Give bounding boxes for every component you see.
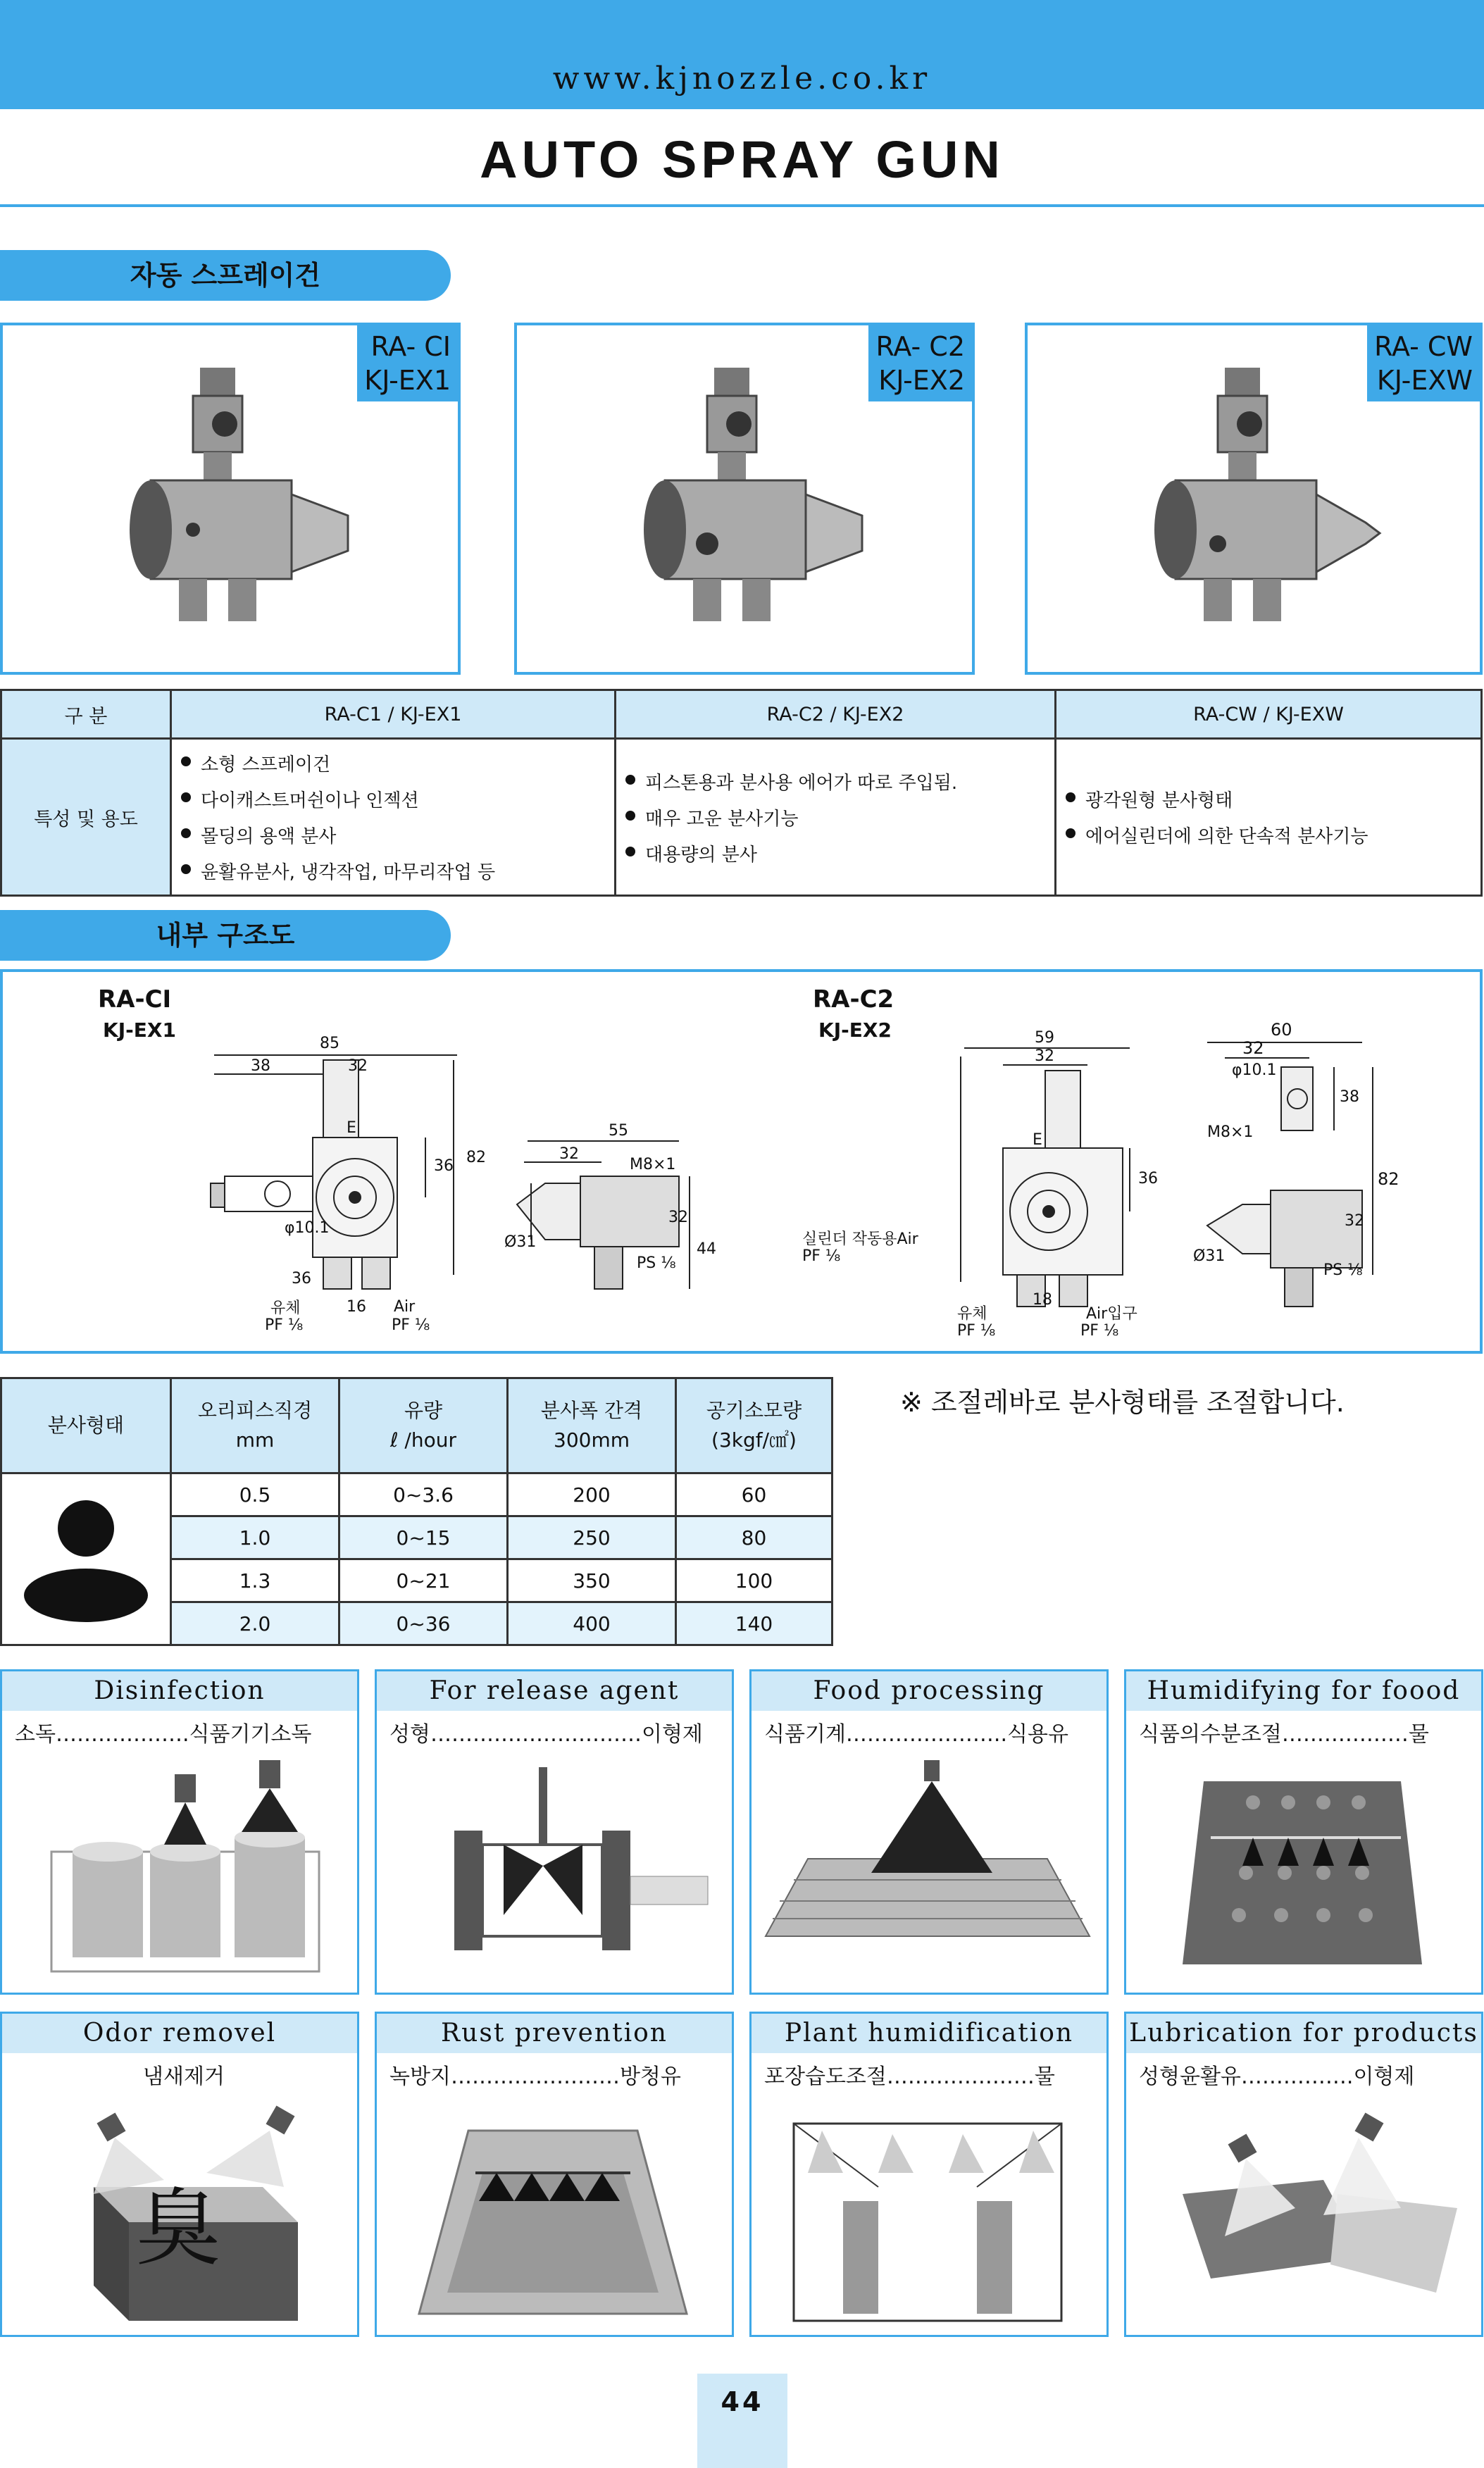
app-title: Humidifying for foood	[1126, 1671, 1481, 1711]
svg-text:44: 44	[697, 1240, 716, 1258]
svg-text:M8×1: M8×1	[630, 1156, 676, 1173]
svg-text:Air: Air	[394, 1298, 416, 1316]
model-code: RA- C2	[875, 331, 965, 362]
product-box-ra-c2	[514, 323, 975, 675]
mold-illustration	[377, 1753, 732, 1993]
spray-gun-image	[623, 354, 876, 649]
plant-illustration	[752, 2095, 1106, 2335]
svg-text:Ø31: Ø31	[1193, 1247, 1226, 1265]
app-card-lubrication	[1124, 2012, 1483, 2337]
spec-row-label: 특성 및 용도	[1, 739, 171, 896]
flow-header: 분사형태	[1, 1378, 171, 1473]
flow-header: 오리피스직경 mm	[171, 1378, 339, 1473]
spec-header-category: 구 분	[1, 690, 171, 739]
svg-text:38: 38	[1340, 1088, 1359, 1106]
lubrication-illustration	[1126, 2095, 1481, 2335]
app-usage: 녹방지……………………방청유	[389, 2064, 681, 2089]
table-cell: 80	[676, 1516, 833, 1559]
model-code-alt: KJ-EX1	[364, 365, 451, 396]
left-model: RA-CI	[98, 985, 172, 1014]
svg-text:36: 36	[1138, 1170, 1158, 1188]
app-card-food-processing	[749, 1669, 1109, 1995]
spray-pattern-cell	[1, 1473, 171, 1645]
spec-col1-cell	[171, 739, 616, 896]
svg-text:32: 32	[668, 1209, 688, 1226]
table-cell: 350	[508, 1559, 676, 1602]
svg-text:32: 32	[559, 1145, 579, 1163]
right-front-view	[961, 1048, 1130, 1307]
svg-text:32: 32	[348, 1057, 368, 1075]
spec-header-col3: RA-CW / KJ-EXW	[1056, 690, 1482, 739]
spec-col2-cell	[616, 739, 1056, 896]
app-usage: 성형윤활유…………….이형제	[1139, 2064, 1415, 2089]
table-cell: 400	[508, 1602, 676, 1645]
list-item: 에어실린더에 의한 단속적 분사기능	[1085, 822, 1480, 848]
app-usage: 소독……………….식품기기소독	[15, 1722, 312, 1747]
app-card-humidifying-food	[1124, 1669, 1483, 1995]
svg-text:M8×1: M8×1	[1207, 1123, 1254, 1141]
svg-text:PF ⅛: PF ⅛	[1080, 1322, 1119, 1340]
svg-text:φ10.1: φ10.1	[1232, 1061, 1277, 1079]
spec-table	[0, 689, 1483, 897]
svg-text:32: 32	[1035, 1047, 1054, 1065]
app-usage: 식품기계…………………..식용유	[764, 1722, 1068, 1747]
model-label	[868, 325, 972, 401]
model-code: RA- CW	[1374, 331, 1473, 362]
svg-text:Air입구: Air입구	[1086, 1305, 1137, 1323]
table-cell: 0~36	[339, 1602, 508, 1645]
svg-text:55: 55	[609, 1122, 628, 1140]
product-box-ra-c1	[0, 323, 461, 675]
left-sub: KJ-EX1	[103, 1018, 176, 1042]
list-item: 광각원형 분사형태	[1085, 786, 1480, 812]
svg-text:36: 36	[434, 1157, 454, 1175]
app-title: For release agent	[377, 1671, 732, 1711]
table-cell: 0~3.6	[339, 1473, 508, 1516]
model-code: RA- CI	[370, 331, 451, 362]
title-rule	[0, 204, 1484, 207]
svg-text:PF ⅛: PF ⅛	[957, 1322, 996, 1340]
spray-gun-image	[108, 354, 362, 649]
dimension-drawing	[3, 972, 1480, 1351]
rust-illustration	[377, 2095, 732, 2335]
app-card-odor-removal	[0, 2012, 359, 2337]
app-card-rust-prevention	[375, 2012, 734, 2337]
flow-header: 공기소모량 (3kgf/㎠)	[676, 1378, 833, 1473]
svg-text:85: 85	[320, 1035, 339, 1052]
svg-text:18: 18	[1033, 1291, 1052, 1309]
app-usage: 포장습도조절…………………물	[764, 2064, 1055, 2089]
app-card-plant-humidification	[749, 2012, 1109, 2337]
section-label-internal-structure: 내부 구조도	[0, 910, 451, 961]
section-label-auto-spray: 자동 스프레이건	[0, 250, 451, 301]
svg-text:PS ⅛: PS ⅛	[637, 1254, 676, 1272]
adjust-note: ※ 조절레바로 분사형태를 조절합니다.	[900, 1387, 1345, 1418]
app-usage: 식품의수분조절………………물	[1139, 1722, 1429, 1747]
model-code-alt: KJ-EXW	[1376, 365, 1473, 396]
table-cell: 250	[508, 1516, 676, 1559]
table-cell: 140	[676, 1602, 833, 1645]
spray-pattern-icon	[15, 1486, 156, 1627]
odor-illustration	[2, 2095, 357, 2335]
spec-header-col1: RA-C1 / KJ-EX1	[171, 690, 616, 739]
disinfection-illustration	[2, 1753, 357, 1993]
right-sub: KJ-EX2	[818, 1018, 892, 1042]
svg-text:臭: 臭	[136, 2180, 220, 2278]
left-front-view	[211, 1055, 457, 1289]
list-item: 소형 스프레이건	[201, 750, 613, 776]
svg-text:PF ⅛: PF ⅛	[265, 1316, 304, 1334]
svg-text:φ10.1: φ10.1	[285, 1219, 330, 1237]
header-rule	[0, 106, 1484, 108]
flow-header: 유량 ℓ /hour	[339, 1378, 508, 1473]
app-usage: 냄새제거	[143, 2064, 225, 2089]
app-title: Odor removel	[2, 2014, 357, 2053]
humidify-illustration	[1126, 1753, 1481, 1993]
table-cell: 100	[676, 1559, 833, 1602]
structure-diagram-box	[0, 969, 1483, 1354]
flow-table	[0, 1377, 833, 1646]
app-card-disinfection	[0, 1669, 359, 1995]
svg-text:32: 32	[1345, 1212, 1364, 1230]
svg-text:82: 82	[466, 1149, 486, 1166]
svg-text:실린더 작동용Air: 실린더 작동용Air	[802, 1230, 918, 1248]
spray-gun-image	[1133, 354, 1387, 649]
product-box-ra-cw	[1025, 323, 1483, 675]
spec-col3-cell	[1056, 739, 1482, 896]
svg-text:유체: 유체	[957, 1305, 987, 1323]
table-cell: 2.0	[171, 1602, 339, 1645]
spec-header-col2: RA-C2 / KJ-EX2	[616, 690, 1056, 739]
table-cell: 1.3	[171, 1559, 339, 1602]
svg-text:PF ⅛: PF ⅛	[392, 1316, 430, 1334]
svg-text:16: 16	[347, 1298, 366, 1316]
svg-text:유체: 유체	[270, 1300, 301, 1317]
svg-text:E: E	[1033, 1131, 1042, 1149]
svg-text:38: 38	[251, 1057, 270, 1075]
svg-text:PF ⅛: PF ⅛	[802, 1247, 841, 1265]
right-model: RA-C2	[813, 985, 894, 1014]
page-number: 44	[697, 2374, 787, 2468]
list-item: 윤활유분사, 냉각작업, 마무리작업 등	[201, 858, 613, 884]
model-label	[357, 325, 458, 401]
list-item: 몰딩의 용액 분사	[201, 822, 613, 848]
table-cell: 0.5	[171, 1473, 339, 1516]
app-card-release-agent	[375, 1669, 734, 1995]
app-usage: 성형…………………………이형제	[389, 1722, 703, 1747]
food-processing-illustration	[752, 1753, 1106, 1993]
list-item: 대용량의 분사	[645, 840, 1054, 866]
svg-text:PS ⅛: PS ⅛	[1323, 1261, 1363, 1279]
table-cell: 200	[508, 1473, 676, 1516]
svg-text:60: 60	[1271, 1020, 1292, 1040]
svg-text:32: 32	[1242, 1038, 1264, 1058]
app-title: Lubrication for products	[1126, 2014, 1481, 2053]
list-item: 다이캐스트머쉰이나 인젝션	[201, 786, 613, 812]
app-title: Food processing	[752, 1671, 1106, 1711]
table-cell: 0~15	[339, 1516, 508, 1559]
svg-text:Ø31: Ø31	[504, 1233, 537, 1251]
svg-text:59: 59	[1035, 1029, 1054, 1047]
list-item: 매우 고운 분사기능	[645, 804, 1054, 830]
svg-text:36: 36	[292, 1270, 311, 1288]
flow-header: 분사폭 간격 300mm	[508, 1378, 676, 1473]
app-title: Disinfection	[2, 1671, 357, 1711]
table-cell: 60	[676, 1473, 833, 1516]
svg-text:82: 82	[1378, 1169, 1399, 1189]
model-code-alt: KJ-EX2	[878, 365, 965, 396]
table-cell: 0~21	[339, 1559, 508, 1602]
table-cell: 1.0	[171, 1516, 339, 1559]
app-title: Rust prevention	[377, 2014, 732, 2053]
page-title: AUTO SPRAY GUN	[480, 130, 1004, 189]
app-title: Plant humidification	[752, 2014, 1106, 2053]
site-url[interactable]: www.kjnozzle.co.kr	[552, 61, 932, 96]
list-item: 피스톤용과 분사용 에어가 따로 주입됨.	[645, 768, 1054, 794]
svg-text:E: E	[347, 1119, 356, 1137]
